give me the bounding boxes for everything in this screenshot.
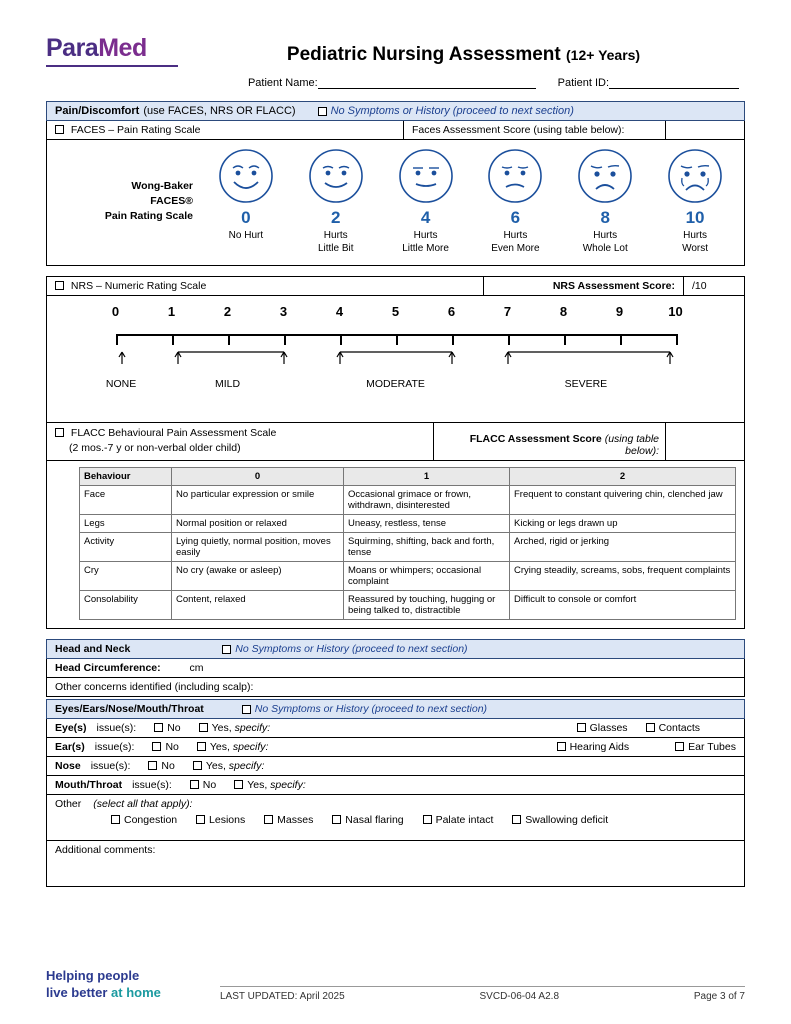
face-caption-8-line2: Whole Lot xyxy=(582,242,628,254)
title-block xyxy=(182,34,745,89)
eent-block xyxy=(46,699,745,887)
ear-yes-checkbox[interactable] xyxy=(197,742,206,751)
head-neck-no-symptoms-checkbox[interactable] xyxy=(222,645,231,654)
face-score-4: 4 xyxy=(420,208,431,227)
logo-text-para: Para xyxy=(46,34,99,62)
swallowing-deficit-checkbox[interactable] xyxy=(512,815,521,824)
faces-block xyxy=(46,121,745,266)
mouth-no-checkbox[interactable] xyxy=(190,780,199,789)
eent-no-symptoms-label: No Symptoms or History (proceed to next section) xyxy=(254,703,488,715)
nose-specify-label: specify: xyxy=(228,760,265,772)
nrs-tick-4 xyxy=(340,334,342,345)
nrs-number-0: 0 xyxy=(111,304,120,319)
head-neck-block xyxy=(46,639,745,697)
contacts-checkbox[interactable] xyxy=(646,723,655,732)
pain-bar-note: (use FACES, NRS OR FLACC) xyxy=(143,105,296,117)
ear-label: Ear(s) xyxy=(55,741,85,753)
nose-label: Nose xyxy=(55,760,81,772)
ear-no-label: No xyxy=(165,741,179,753)
nrs-tick-6 xyxy=(452,334,454,345)
nrs-tick-0 xyxy=(116,334,118,345)
flacc-row-3-score1: Moans or whimpers; occasional complaint xyxy=(344,562,510,591)
nrs-tick-5 xyxy=(396,334,398,345)
face-score-6: 6 xyxy=(510,208,521,227)
mouth-throat-label: Mouth/Throat xyxy=(55,779,123,791)
nrs-checkbox-row[interactable] xyxy=(47,277,484,295)
footer-tagline-line2a: live better xyxy=(46,985,112,1001)
mouth-throat-issues-row xyxy=(46,776,745,795)
section-header-head-neck xyxy=(46,639,745,659)
nose-no-label: No xyxy=(161,760,175,772)
eye-no-checkbox[interactable] xyxy=(154,723,163,732)
flacc-checkbox[interactable] xyxy=(55,428,64,437)
flacc-score-label: FLACC Assessment Score xyxy=(469,433,602,445)
flacc-row-3-behaviour: Cry xyxy=(80,562,172,591)
face-caption-6-line2: Even More xyxy=(491,242,540,254)
eye-no-label: No xyxy=(167,722,181,734)
flacc-checkbox-row[interactable] xyxy=(47,423,434,460)
footer-tagline-line1: Helping people xyxy=(46,968,140,984)
nrs-score-input[interactable]: /10 xyxy=(692,280,707,292)
face-caption-6-line1: Hurts xyxy=(503,230,528,241)
face-option-8[interactable] xyxy=(563,148,647,255)
nose-no-checkbox[interactable] xyxy=(148,761,157,770)
nrs-number-10: 10 xyxy=(668,304,683,319)
pain-no-symptoms-checkbox[interactable] xyxy=(318,107,327,116)
section-title-head-neck: Head and Neck xyxy=(55,643,131,655)
nrs-tick-9 xyxy=(620,334,622,345)
nrs-number-1: 1 xyxy=(167,304,176,319)
face-option-10[interactable] xyxy=(653,148,737,255)
flacc-row-4-score1: Reassured by touching, hugging or being talked to, distractible xyxy=(344,591,510,620)
page-title: Pediatric Nursing Assessment xyxy=(286,44,561,65)
nrs-number-8: 8 xyxy=(559,304,568,319)
patient-name-input[interactable] xyxy=(318,77,536,89)
nrs-tick-1 xyxy=(172,334,174,345)
logo-text-med: Med xyxy=(98,34,147,62)
additional-comments-box[interactable] xyxy=(46,841,745,887)
flacc-block xyxy=(46,423,745,629)
flacc-th-0: 0 xyxy=(172,468,344,486)
nrs-checkbox-label: NRS – Numeric Rating Scale xyxy=(70,280,207,292)
congestion-label: Congestion xyxy=(124,814,178,826)
patient-name-field[interactable] xyxy=(248,77,536,89)
footer-doc-code: SVCD-06-04 A2.8 xyxy=(479,991,560,1002)
head-circumference-unit: cm xyxy=(189,662,204,674)
flacc-row-0-score0: No particular expression or smile xyxy=(172,486,344,515)
footer-tagline xyxy=(46,968,206,1002)
flacc-row-2-score0: Lying quietly, normal position, moves easily xyxy=(172,533,344,562)
nrs-checkbox[interactable] xyxy=(55,281,64,290)
eent-no-symptoms-checkbox[interactable] xyxy=(242,705,251,714)
ear-tubes-checkbox[interactable] xyxy=(675,742,684,751)
nrs-tick-3 xyxy=(284,334,286,345)
nasal-flaring-label: Nasal flaring xyxy=(345,814,404,826)
nrs-score-label: NRS Assessment Score: xyxy=(484,277,684,295)
flacc-row-4-score0: Content, relaxed xyxy=(172,591,344,620)
face-caption-4-line1: Hurts xyxy=(413,230,438,241)
face-caption-8-line1: Hurts xyxy=(593,230,618,241)
flacc-row-4-behaviour: Consolability xyxy=(80,591,172,620)
face-icon-hurts-worst xyxy=(667,148,723,204)
nrs-number-7: 7 xyxy=(503,304,512,319)
nrs-number-5: 5 xyxy=(391,304,400,319)
contacts-label: Contacts xyxy=(658,722,700,734)
head-circumference-row[interactable] xyxy=(46,659,745,678)
flacc-row-0-score2: Frequent to constant quivering chin, clenched jaw xyxy=(510,486,736,515)
face-caption-10-line2: Worst xyxy=(682,242,709,254)
page-title-subtitle: (12+ Years) xyxy=(566,47,641,63)
other-label: Other xyxy=(55,798,82,810)
flacc-row-2-behaviour: Activity xyxy=(80,533,172,562)
flacc-row-1-behaviour: Legs xyxy=(80,515,172,533)
nrs-number-4: 4 xyxy=(335,304,344,319)
masses-label: Masses xyxy=(277,814,314,826)
face-option-4[interactable] xyxy=(384,148,468,255)
mouth-no-label: No xyxy=(202,779,217,791)
other-note: (select all that apply): xyxy=(93,798,193,810)
palate-intact-checkbox[interactable] xyxy=(423,815,432,824)
face-caption-2 xyxy=(294,230,378,255)
hearing-aids-label: Hearing Aids xyxy=(569,741,630,753)
flacc-th-behaviour: Behaviour xyxy=(80,468,172,486)
other-concerns-row[interactable] xyxy=(46,678,745,697)
table-row xyxy=(80,562,736,591)
lesions-label: Lesions xyxy=(209,814,246,826)
additional-comments-label: Additional comments: xyxy=(55,844,156,856)
faces-score-label: Faces Assessment Score (using table below): xyxy=(404,121,666,139)
hearing-aids-checkbox[interactable] xyxy=(557,742,566,751)
flacc-row-3-score2: Crying steadily, screams, sobs, frequent complaints xyxy=(510,562,736,591)
logo-underline xyxy=(46,65,178,67)
face-icon-hurts-little-bit xyxy=(308,148,364,204)
nose-label-rest: issue(s): xyxy=(90,760,131,772)
flacc-table xyxy=(79,467,736,620)
wong-baker-line3: Pain Rating Scale xyxy=(104,210,193,223)
face-option-6[interactable] xyxy=(473,148,557,255)
face-icon-hurts-whole-lot xyxy=(577,148,633,204)
section-title-eent: Eyes/Ears/Nose/Mouth/Throat xyxy=(55,703,204,715)
table-row xyxy=(80,515,736,533)
nrs-number-2: 2 xyxy=(223,304,232,319)
section-header-pain xyxy=(46,101,745,121)
nrs-tick-8 xyxy=(564,334,566,345)
flacc-th-2: 2 xyxy=(510,468,736,486)
ear-no-checkbox[interactable] xyxy=(152,742,161,751)
page-footer xyxy=(0,968,791,1024)
eye-specify-label: specify: xyxy=(234,722,271,734)
nose-yes-label: Yes, xyxy=(205,760,226,772)
other-concerns-label: Other concerns identified (including scalp): xyxy=(55,681,254,693)
faces-checkbox[interactable] xyxy=(55,125,64,134)
section-title-pain: Pain/Discomfort xyxy=(55,105,140,117)
face-caption-4 xyxy=(384,230,468,255)
flacc-score-input[interactable] xyxy=(666,423,744,460)
nrs-number-6: 6 xyxy=(447,304,456,319)
footer-tagline-line2b: at home xyxy=(111,985,161,1001)
nrs-block xyxy=(46,276,745,423)
table-row xyxy=(80,533,736,562)
face-icon-hurts-even-more xyxy=(487,148,543,204)
paramed-logo xyxy=(46,34,182,67)
ear-specify-label: specify: xyxy=(232,741,269,753)
face-caption-8 xyxy=(563,230,647,255)
table-row xyxy=(80,591,736,620)
flacc-row-1-score2: Kicking or legs drawn up xyxy=(510,515,736,533)
nasal-flaring-checkbox[interactable] xyxy=(332,815,341,824)
nrs-tick-7 xyxy=(508,334,510,345)
flacc-score-label-wrap xyxy=(434,423,666,460)
ear-yes-label: Yes, xyxy=(209,741,230,753)
nrs-caption-none: NONE xyxy=(105,378,137,390)
faces-checkbox-label: FACES – Pain Rating Scale xyxy=(70,124,201,136)
face-icon-no-hurt xyxy=(218,148,274,204)
eye-yes-checkbox[interactable] xyxy=(199,723,208,732)
flacc-row-0-score1: Occasional grimace or frown, withdrawn, disinterested xyxy=(344,486,510,515)
nrs-caption-mild: MILD xyxy=(214,378,241,390)
face-caption-0-line1: No Hurt xyxy=(228,230,264,241)
face-icon-hurts-little-more xyxy=(398,148,454,204)
face-caption-6 xyxy=(473,230,557,255)
eye-label-rest: issue(s): xyxy=(96,722,137,734)
mouth-yes-label: Yes, xyxy=(247,779,268,791)
nrs-tick-2 xyxy=(228,334,230,345)
flacc-subtitle: (2 mos.-7 y or non-verbal older child) xyxy=(69,442,241,455)
mouth-yes-checkbox[interactable] xyxy=(234,780,243,789)
patient-id-label: Patient ID: xyxy=(557,77,610,89)
head-neck-no-symptoms-label: No Symptoms or History (proceed to next section) xyxy=(235,643,468,655)
flacc-row-0-behaviour: Face xyxy=(80,486,172,515)
nrs-scale xyxy=(105,304,683,412)
face-score-8: 8 xyxy=(600,208,610,227)
eye-label: Eye(s) xyxy=(55,722,87,734)
table-header-row xyxy=(80,468,736,486)
patient-id-input[interactable] xyxy=(609,77,739,89)
form-body xyxy=(0,101,791,887)
face-score-10: 10 xyxy=(685,208,705,227)
eye-yes-label: Yes, xyxy=(211,722,232,734)
glasses-label: Glasses xyxy=(589,722,628,734)
ear-tubes-label: Ear Tubes xyxy=(688,741,736,753)
congestion-checkbox[interactable] xyxy=(111,815,120,824)
table-row xyxy=(80,486,736,515)
face-caption-0 xyxy=(204,230,288,243)
nrs-number-3: 3 xyxy=(279,304,288,319)
face-score-0: 0 xyxy=(241,208,251,227)
flacc-score-note: (using table below): xyxy=(604,433,659,457)
mouth-throat-label-rest: issue(s): xyxy=(132,779,172,791)
face-score-2: 2 xyxy=(331,208,341,227)
eye-issues-row xyxy=(46,719,745,738)
face-caption-2-line2: Little Bit xyxy=(317,242,354,254)
wong-baker-line2: FACES® xyxy=(150,194,193,207)
footer-last-updated: LAST UPDATED: April 2025 xyxy=(220,991,345,1002)
ear-label-rest: issue(s): xyxy=(94,741,135,753)
head-circumference-label: Head Circumference: xyxy=(55,662,161,674)
nrs-caption-moderate: MODERATE xyxy=(366,378,425,390)
face-caption-4-line2: Little More xyxy=(402,242,449,254)
mouth-specify-label: specify: xyxy=(270,779,306,791)
flacc-row-2-score1: Squirming, shifting, back and forth, tense xyxy=(344,533,510,562)
nrs-caption-severe: SEVERE xyxy=(564,378,608,390)
lesions-checkbox[interactable] xyxy=(196,815,205,824)
pain-no-symptoms-label: No Symptoms or History (proceed to next section) xyxy=(330,105,574,117)
other-options-row xyxy=(46,795,745,841)
face-caption-10 xyxy=(653,230,737,255)
flacc-row-4-score2: Difficult to console or comfort xyxy=(510,591,736,620)
faces-score-input[interactable] xyxy=(666,121,744,139)
flacc-row-1-score0: Normal position or relaxed xyxy=(172,515,344,533)
flacc-row-3-score0: No cry (awake or asleep) xyxy=(172,562,344,591)
flacc-row-2-score2: Arched, rigid or jerking xyxy=(510,533,736,562)
face-caption-10-line1: Hurts xyxy=(683,230,707,241)
masses-checkbox[interactable] xyxy=(264,815,273,824)
swallowing-deficit-label: Swallowing deficit xyxy=(525,814,609,826)
section-header-eent xyxy=(46,699,745,719)
faces-checkbox-row[interactable] xyxy=(47,121,404,139)
nrs-number-9: 9 xyxy=(615,304,624,319)
ear-issues-row xyxy=(46,738,745,757)
face-option-2[interactable] xyxy=(294,148,378,255)
palate-intact-label: Palate intact xyxy=(435,814,494,826)
wong-baker-label xyxy=(51,179,201,225)
nose-yes-checkbox[interactable] xyxy=(193,761,202,770)
page-header xyxy=(0,0,791,89)
flacc-row-1-score1: Uneasy, restless, tense xyxy=(344,515,510,533)
flacc-th-1: 1 xyxy=(344,468,510,486)
face-option-0[interactable] xyxy=(204,148,288,255)
patient-id-field[interactable] xyxy=(558,77,739,89)
flacc-title: FLACC Behavioural Pain Assessment Scale xyxy=(70,427,277,439)
nrs-tick-10 xyxy=(676,334,678,345)
face-caption-2-line1: Hurts xyxy=(323,230,348,241)
nose-issues-row xyxy=(46,757,745,776)
patient-name-label: Patient Name: xyxy=(247,77,318,89)
wong-baker-line1: Wong-Baker xyxy=(131,179,193,192)
glasses-checkbox[interactable] xyxy=(577,723,586,732)
footer-page-number: Page 3 of 7 xyxy=(693,991,745,1002)
